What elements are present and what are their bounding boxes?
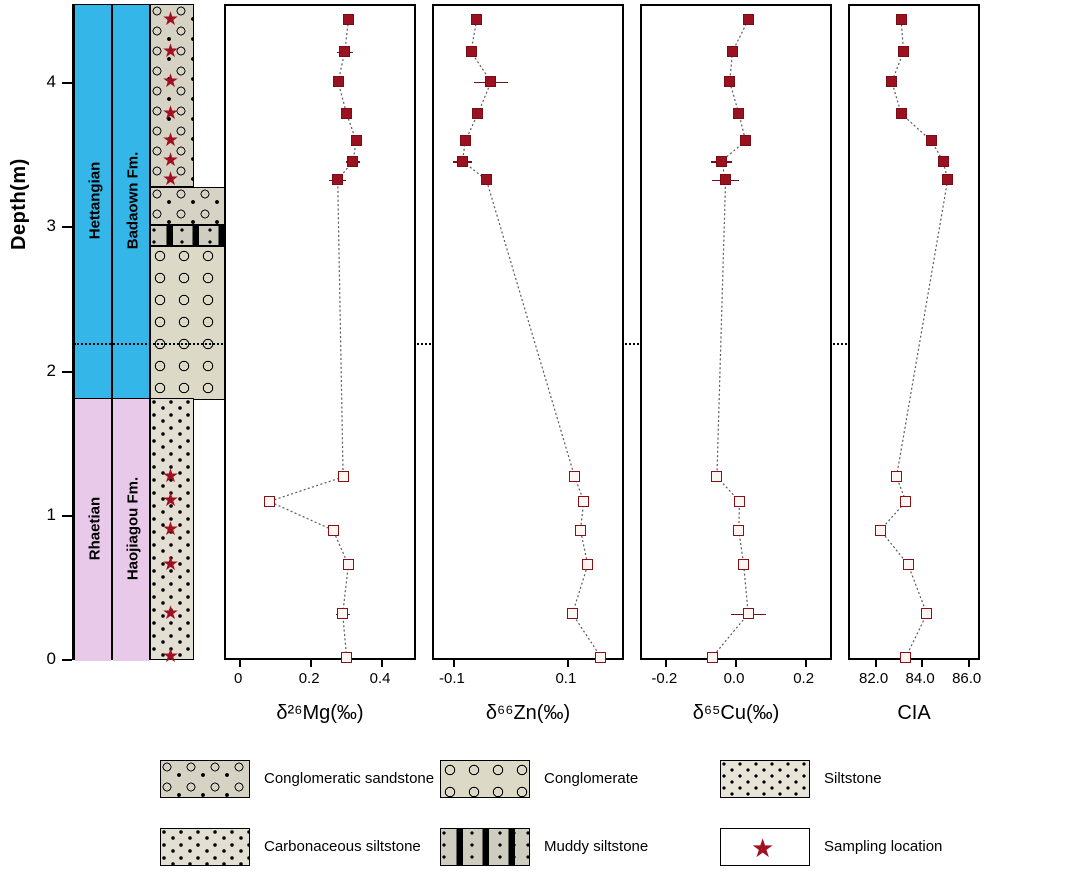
legend-label: Conglomerate — [544, 770, 639, 787]
data-point — [886, 76, 897, 87]
legend-swatch — [440, 828, 530, 866]
series-line — [226, 6, 414, 658]
data-point — [891, 471, 902, 482]
sampling-location-star: ★ — [162, 490, 180, 512]
lithology-unit — [150, 246, 228, 400]
star-icon: ★ — [751, 833, 775, 863]
data-point — [743, 608, 754, 619]
depth-tick — [62, 515, 72, 517]
data-point — [485, 76, 496, 87]
formation-block — [113, 399, 149, 661]
x-tick — [453, 658, 455, 667]
x-tick-label: -0.1 — [439, 670, 465, 687]
depth-tick-label: 1 — [46, 504, 56, 524]
sampling-location-star: ★ — [162, 168, 180, 190]
depth-tick — [62, 659, 72, 661]
x-tick — [968, 658, 970, 667]
legend-label: Sampling location — [824, 838, 943, 855]
data-point — [921, 608, 932, 619]
data-point — [926, 135, 937, 146]
legend-swatch — [440, 760, 530, 798]
data-point — [481, 174, 492, 185]
sampling-location-star: ★ — [162, 553, 180, 575]
depth-tick — [62, 82, 72, 84]
x-tick-label: 0.2 — [793, 670, 815, 687]
plot-panel-2 — [432, 4, 624, 660]
data-point — [339, 46, 350, 57]
legend-label: Siltstone — [824, 770, 882, 787]
data-point — [720, 174, 731, 185]
plot-panel-1 — [224, 4, 416, 660]
data-point — [734, 496, 745, 507]
data-point — [471, 14, 482, 25]
depth-tick-label: 2 — [46, 360, 56, 380]
legend — [160, 760, 1020, 880]
data-point — [942, 174, 953, 185]
data-point — [337, 608, 348, 619]
x-tick — [921, 658, 923, 667]
formation-column — [112, 4, 150, 660]
data-point — [900, 652, 911, 663]
legend-label: Conglomeratic sandstone — [264, 770, 435, 787]
plot-panel-4 — [848, 4, 980, 660]
stage-column — [74, 4, 112, 660]
data-point — [333, 76, 344, 87]
stage-label: Rhaetian — [86, 496, 104, 560]
legend-swatch — [720, 760, 810, 798]
stage-block — [75, 399, 111, 661]
stage-block — [75, 5, 111, 399]
data-point — [328, 525, 339, 536]
plot-panel-3 — [640, 4, 832, 660]
data-point — [896, 14, 907, 25]
x-tick-label: 0 — [234, 670, 243, 687]
data-point — [472, 108, 483, 119]
x-tick-label: 84.0 — [905, 670, 935, 687]
depth-tick — [62, 371, 72, 373]
sampling-location-star: ★ — [162, 646, 180, 668]
sampling-location-star: ★ — [162, 150, 180, 172]
depth-tick-label: 3 — [46, 216, 56, 236]
depth-tick-label: 0 — [46, 649, 56, 668]
series-line — [434, 6, 622, 658]
data-point — [567, 608, 578, 619]
x-tick — [567, 658, 569, 667]
formation-label: Haojiagou Fm. — [124, 476, 142, 580]
sampling-location-star: ★ — [162, 602, 180, 624]
legend-label: Carbonaceous siltstone — [264, 838, 421, 855]
panel-axis-title: δ⁶⁵Cu(‰) — [692, 702, 780, 724]
sampling-location-star: ★ — [162, 465, 180, 487]
data-point — [460, 135, 471, 146]
x-tick — [310, 658, 312, 667]
panel-axis-title: CIA — [897, 702, 931, 724]
x-tick-label: 82.0 — [858, 670, 889, 687]
stage-label: Hettangian — [86, 161, 104, 240]
data-point — [733, 108, 744, 119]
data-point — [264, 496, 275, 507]
legend-swatch-star — [720, 828, 810, 866]
panel-axis-title: δ²⁶Mg(‰) — [276, 702, 364, 724]
x-tick-label: 86.0 — [952, 670, 982, 687]
data-point — [466, 46, 477, 57]
data-point — [898, 46, 909, 57]
formation-label: Badaown Fm. — [124, 151, 142, 250]
data-point — [569, 471, 580, 482]
data-point — [332, 174, 343, 185]
legend-swatch — [160, 760, 250, 798]
x-tick-label: 0.2 — [298, 670, 320, 687]
sampling-location-star: ★ — [162, 40, 180, 62]
x-tick — [805, 658, 807, 667]
series-line — [850, 6, 978, 658]
sampling-location-star: ★ — [162, 70, 180, 92]
sampling-location-star: ★ — [162, 519, 180, 541]
depth-tick-label: 4 — [46, 72, 56, 92]
x-tick — [665, 658, 667, 667]
data-point — [733, 525, 744, 536]
x-tick-label: 0.1 — [555, 670, 577, 687]
data-point — [575, 525, 586, 536]
data-point — [343, 559, 354, 570]
x-tick — [735, 658, 737, 667]
data-point — [351, 135, 362, 146]
sampling-location-star: ★ — [162, 129, 180, 151]
data-point — [903, 559, 914, 570]
data-point — [341, 108, 352, 119]
data-point — [743, 14, 754, 25]
data-point — [457, 156, 468, 167]
depth-tick — [62, 226, 72, 228]
lithology-unit — [150, 225, 228, 247]
data-point — [582, 559, 593, 570]
data-point — [740, 135, 751, 146]
x-tick-label: 0.4 — [369, 670, 391, 687]
x-tick-label: 0.0 — [723, 670, 745, 687]
data-point — [338, 471, 349, 482]
data-point — [938, 156, 949, 167]
depth-axis-title: Depth(m) — [8, 158, 30, 250]
data-point — [724, 76, 735, 87]
data-point — [716, 156, 727, 167]
data-point — [595, 652, 606, 663]
series-line — [642, 6, 830, 658]
x-tick-label: -0.2 — [651, 670, 678, 687]
legend-label: Muddy siltstone — [544, 838, 649, 855]
data-point — [875, 525, 886, 536]
formation-block — [113, 5, 149, 399]
sampling-location-star: ★ — [162, 102, 180, 124]
lithology-unit — [150, 187, 228, 224]
x-tick — [875, 658, 877, 667]
data-point — [707, 652, 718, 663]
sampling-location-star: ★ — [162, 8, 180, 30]
data-point — [343, 14, 354, 25]
data-point — [347, 156, 358, 167]
data-point — [727, 46, 738, 57]
data-point — [896, 108, 907, 119]
data-point — [578, 496, 589, 507]
panel-axis-title: δ⁶⁶Zn(‰) — [485, 702, 571, 724]
data-point — [900, 496, 911, 507]
data-point — [711, 471, 722, 482]
x-tick — [239, 658, 241, 667]
legend-swatch — [160, 828, 250, 866]
data-point — [738, 559, 749, 570]
x-tick — [381, 658, 383, 667]
data-point — [341, 652, 352, 663]
